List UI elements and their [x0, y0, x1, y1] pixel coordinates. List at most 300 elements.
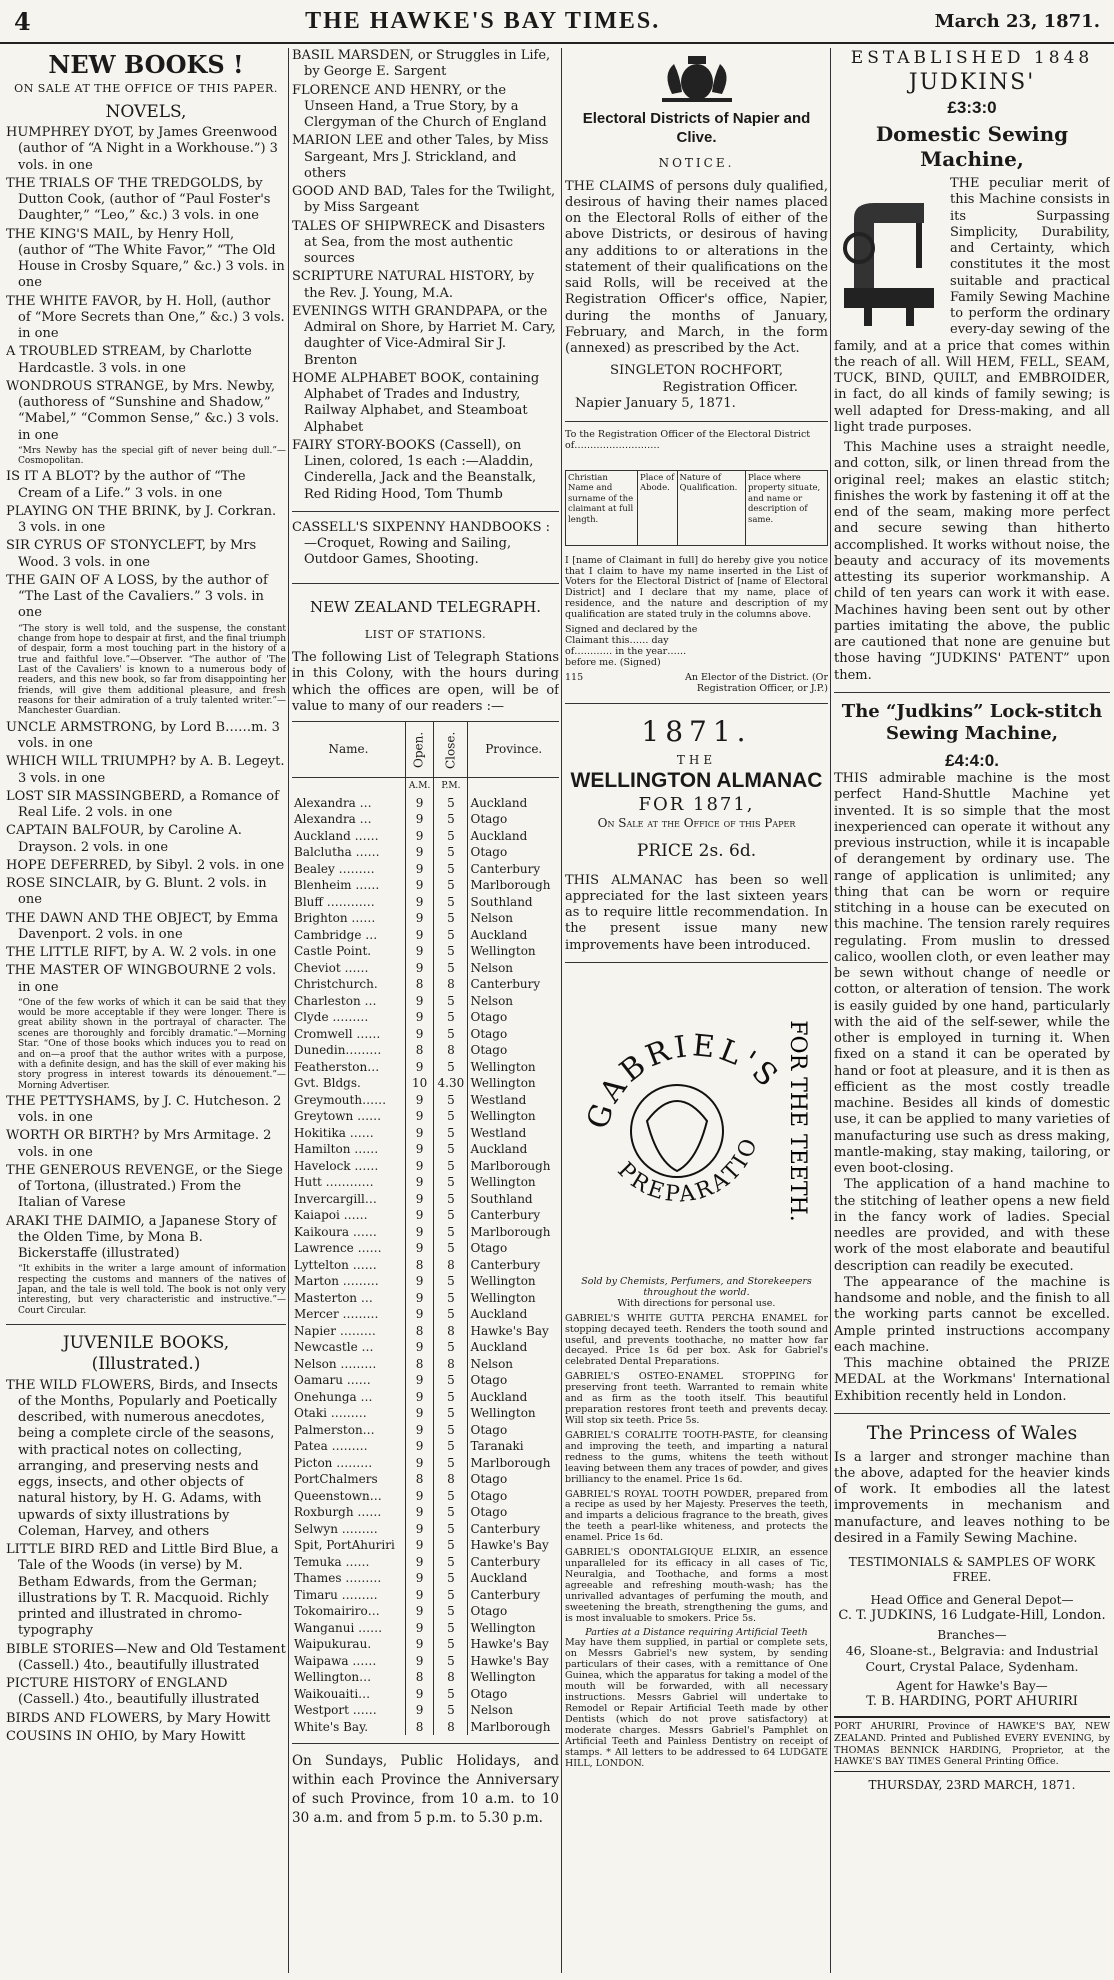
station-name: Kaiapoi …… [294, 1208, 368, 1222]
book-entry: THE KING'S MAIL, by Henry Holl, (author of “The White Favor,” “The Old House in Crosby Square,” &c.) 3 vols. in one [6, 226, 285, 291]
station-name: Patea ……… [294, 1439, 368, 1453]
gabriel-product: GABRIEL'S WHITE GUTTA PERCHA ENAMEL for stopping decayed teeth. Renders the tooth sound and useful, and prevents toothache, no matter how far decayed. Price 1s 6d per box. Ask for Gabriel's celebrated Dental Preparations. [565, 1312, 828, 1368]
novel-list [6, 720, 286, 996]
close-hour: 5 [434, 960, 468, 977]
province: Wellington [468, 1273, 559, 1290]
province: Canterbury [468, 1587, 559, 1604]
station-row [292, 1488, 559, 1505]
close-hour: 8 [434, 1471, 468, 1488]
station-name: Thames ……… [294, 1571, 382, 1585]
close-hour: 5 [434, 1405, 468, 1422]
station-name: Napier ……… [294, 1323, 376, 1338]
station-row [292, 1009, 559, 1026]
province: Otago [468, 1372, 559, 1389]
station-row [292, 1653, 559, 1670]
open-hour: 9 [405, 861, 433, 878]
address-branches: 46, Sloane-st., Belgravia: and Industrial Court, Crystal Palace, Sydenham. [845, 1643, 1099, 1674]
open-hour: 8 [405, 1356, 433, 1373]
domestic-machine-title: Domestic Sewing Machine, [875, 122, 1069, 171]
notice-date: Napier January 5, 1871. [575, 396, 736, 412]
almanac-the: THE [676, 752, 717, 767]
province: Taranaki [468, 1438, 559, 1455]
open-hour: 8 [405, 1257, 433, 1274]
testimonials: TESTIMONIALS & SAMPLES OF WORK FREE. [848, 1555, 1096, 1584]
station-row [292, 1570, 559, 1587]
station-name: Queenstown… [294, 1488, 382, 1503]
telegraph-sub: LIST OF STATIONS. [364, 628, 487, 642]
open-hour: 9 [405, 844, 433, 861]
province: Otago [468, 844, 559, 861]
almanac-sale: On Sale at the Office of this Paper [597, 816, 796, 831]
station-name: Gvt. Bldgs. [294, 1076, 361, 1090]
book-entry: THE LITTLE RIFT, by A. W. 2 vols. in one [6, 945, 277, 961]
book-entry: SCRIPTURE NATURAL HISTORY, by the Rev. J. Young, M.A. [292, 269, 535, 301]
open-hour: 9 [405, 1405, 433, 1422]
station-name: Wanganui …… [294, 1620, 383, 1635]
close-hour: 5 [434, 1653, 468, 1670]
open-hour: 9 [405, 1207, 433, 1224]
station-name: Waipukurau. [294, 1637, 372, 1651]
close-hour: 8 [434, 1042, 468, 1059]
open-hour: 9 [405, 894, 433, 911]
review-quote: “The story is well told, and the suspense, the constant change from hope to despair at first, and the final triumph of despair, form a most touching part in the history of a true and faithful love.”—Observer. “The author of 'The Last of the Cavaliers' is known to a numerous body of readers, and this new book, so far from disappointing her friends, will give them additional pleasure, and fresh reasons for their admiration of a truly talented writer.”—Manchester Guardian. [18, 623, 286, 717]
close-hour: 5 [434, 877, 468, 894]
close-hour: 5 [434, 1207, 468, 1224]
province: Auckland [468, 1389, 559, 1406]
station-row [292, 1290, 559, 1307]
province: Auckland [468, 927, 559, 944]
province: Wellington [468, 1405, 559, 1422]
station-name: Greytown …… [294, 1109, 382, 1123]
province: Marlborough [468, 877, 559, 894]
station-row [292, 894, 559, 911]
branches: Branches— [937, 1628, 1007, 1643]
book-entry: BASIL MARSDEN, or Struggles in Life, by George E. Sargent [292, 48, 551, 80]
open-hour: 9 [405, 1026, 433, 1043]
station-row [292, 1554, 559, 1571]
final-date: THURSDAY, 23RD MARCH, 1871. [868, 1778, 1076, 1793]
station-row [292, 1141, 559, 1158]
province: Southland [468, 894, 559, 911]
open-hour: 9 [405, 811, 433, 828]
province: Otago [468, 1488, 559, 1505]
station-row [292, 960, 559, 977]
close-hour: 5 [434, 1603, 468, 1620]
notice-heading: NOTICE. [658, 155, 735, 170]
form-signed: Signed and declared by the Claimant this…… day of………… in the year…… before me. (Signed) [565, 624, 698, 668]
close-hour: 5 [434, 1092, 468, 1109]
province: Auckland [468, 828, 559, 845]
open-hour: 9 [405, 1686, 433, 1703]
close-hour: 5 [434, 1686, 468, 1703]
station-name: Waikouaiti… [294, 1686, 371, 1701]
column-sewing [834, 48, 1110, 1978]
almanac-price: PRICE 2s. 6d. [636, 841, 757, 862]
sewing-machine-icon [834, 178, 944, 328]
station-name: Alexandra … [294, 795, 372, 810]
new-books-sub: ON SALE AT THE OFFICE OF THIS PAPER. [14, 82, 278, 95]
price-3-3-0: £3:3:0 [947, 97, 997, 117]
col-open: Open. [405, 722, 433, 778]
station-name: Temuka …… [294, 1554, 370, 1569]
book-entry: A TROUBLED STREAM, by Charlotte Hardcastle. 3 vols. in one [6, 344, 252, 376]
station-row [292, 1240, 559, 1257]
station-name: Lyttelton …… [294, 1257, 377, 1272]
province: Wellington [468, 1108, 559, 1125]
gabriel-product: GABRIEL'S ROYAL TOOTH POWDER, prepared from a recipe as used by her Majesty. Preserves the teeth, and imparts a delicious fragrance to the breath, gives the teeth a pearl-like whiteness, and protects the enamel. Price 1s 6d. [565, 1488, 828, 1544]
province: Marlborough [468, 1719, 559, 1736]
station-name: Selwyn ……… [294, 1521, 378, 1536]
close-hour: 5 [434, 1059, 468, 1076]
province: Auckland [468, 1570, 559, 1587]
book-entry: SIR CYRUS OF STONYCLEFT, by Mrs Wood. 3 vols. in one [6, 538, 257, 570]
station-row [292, 1702, 559, 1719]
open-hour: 9 [405, 1389, 433, 1406]
province: Otago [468, 1686, 559, 1703]
station-row [292, 1092, 559, 1109]
open-hour: 9 [405, 1191, 433, 1208]
close-hour: 5 [434, 1521, 468, 1538]
princess-body: Is a larger and stronger machine than the above, adapted for the heavier kinds of work. It embodies all the latest improvements in mechanism and manufacture, and leaves nothing to be desired in a Family Sewing Machine. [834, 1449, 1110, 1546]
close-hour: 5 [434, 861, 468, 878]
juvenile-heading: JUVENILE BOOKS, (Illustrated.) [62, 1333, 230, 1375]
open-hour: 9 [405, 1702, 433, 1719]
masthead [0, 0, 1114, 44]
province: Auckland [468, 1306, 559, 1323]
province: Otago [468, 811, 559, 828]
open-hour: 9 [405, 1158, 433, 1175]
station-row [292, 1537, 559, 1554]
station-row [292, 1257, 559, 1274]
review-quote: “It exhibits in the writer a large amount of information respecting the customs and manners of the natives of Japan, and the tale is well told. The book is not only very interesting, but very characteristic and instructive.”—Court Circular. [18, 1264, 286, 1316]
station-row [292, 927, 559, 944]
close-hour: 8 [434, 1669, 468, 1686]
province: Hawke's Bay [468, 1653, 559, 1670]
station-name: Havelock …… [294, 1158, 379, 1173]
station-row [292, 1422, 559, 1439]
gabriel-product: GABRIEL'S CORALITE TOOTH-PASTE, for cleansing and improving the teeth, and imparting a natural redness to the gums, whitens the teeth without leaving between them any traces of powder, and gives brilliancy to the enamel. Price 1s 6d. [565, 1429, 828, 1485]
station-name: Palmerston… [294, 1422, 375, 1437]
close-hour: 5 [434, 1702, 468, 1719]
station-row [292, 1191, 559, 1208]
station-row [292, 993, 559, 1010]
form-number: 115 [565, 671, 584, 683]
col-province: Province. [468, 722, 559, 778]
book-entry: BIRDS AND FLOWERS, by Mary Howitt [6, 1710, 271, 1726]
station-row [292, 976, 559, 993]
book-entry: CAPTAIN BALFOUR, by Caroline A. Drayson. 2 vols. in one [6, 823, 242, 855]
station-row [292, 1339, 559, 1356]
station-row [292, 1471, 559, 1488]
form-col: Place of Abode. [637, 470, 677, 545]
province: Auckland [468, 795, 559, 812]
province: Wellington [468, 1290, 559, 1307]
agent-label: Agent for Hawke's Bay— [896, 1678, 1048, 1693]
open-hour: 9 [405, 1306, 433, 1323]
close-hour: 5 [434, 1224, 468, 1241]
station-row [292, 943, 559, 960]
station-name: Onehunga … [294, 1389, 373, 1404]
station-row [292, 828, 559, 845]
lockstitch-title: The “Judkins” Lock-stitch Sewing Machine, [841, 700, 1103, 745]
close-hour: 5 [434, 1488, 468, 1505]
open-hour: 10 [405, 1075, 433, 1092]
station-name: Spit, PortAhuriri [294, 1538, 395, 1552]
book-entry: THE GENEROUS REVENGE, or the Siege of Tortona, (illustrated.) From the Italian of Varese [6, 1162, 283, 1211]
station-name: Cheviot …… [294, 960, 369, 975]
province: Otago [468, 1603, 559, 1620]
form-to: To the Registration Officer of the Electoral District of……………………… [565, 428, 811, 451]
novel-list [6, 125, 286, 444]
province: Westland [468, 1092, 559, 1109]
province: Wellington [468, 1174, 559, 1191]
open-hour: 9 [405, 1339, 433, 1356]
province: Canterbury [468, 1257, 559, 1274]
province: Auckland [468, 1141, 559, 1158]
close-hour: 5 [434, 1422, 468, 1439]
province: Otago [468, 1042, 559, 1059]
book-entry: GOOD AND BAD, Tales for the Twilight, by Miss Sargeant [292, 184, 556, 216]
open-hour: 9 [405, 795, 433, 812]
open-hour: 9 [405, 1273, 433, 1290]
station-row [292, 1042, 559, 1059]
station-name: Christchurch. [294, 977, 378, 991]
close-hour: 5 [434, 1587, 468, 1604]
issue-date: March 23, 1871. [934, 10, 1100, 32]
book-entry: LITTLE BIRD RED and Little Bird Blue, a Tale of the Woods (in verse) by M. Betham Edwards, from the German; illustrations by T. R. Macquoid. Richly printed and illustrated in chromo-typography [6, 1542, 279, 1639]
gabriel-directions: With directions for personal use. [617, 1297, 776, 1309]
book-entry: THE PETTYSHAMS, by J. C. Hutcheson. 2 vols. in one [6, 1093, 282, 1126]
close-hour: 5 [434, 1009, 468, 1026]
notice-signer-title: Registration Officer. [662, 379, 798, 395]
gabriel-prep-text: PREPARATIO [611, 1132, 764, 1208]
station-row [292, 795, 559, 812]
station-name: PortChalmers [294, 1472, 378, 1486]
station-name: Newcastle … [294, 1340, 374, 1354]
book-entry: WONDROUS STRANGE, by Mrs. Newby, (authoress of “Sunshine and Shadow,” “Mabel,” “Common Sense,” &c.) 3 vols. in one [6, 378, 280, 443]
book-entry: COUSINS IN OHIO, by Mary Howitt [6, 1728, 246, 1744]
col-close: Close. [434, 722, 468, 778]
novel-list [6, 469, 286, 621]
province: Marlborough [468, 1158, 559, 1175]
book-entry: HUMPHREY DYOT, by James Greenwood (author of “A Night in a Workhouse.”) 3 vols. in one [6, 125, 278, 173]
station-name: Balclutha …… [294, 845, 380, 859]
page-number: 4 [14, 6, 31, 36]
station-row [292, 1125, 559, 1142]
province: Hawke's Bay [468, 1636, 559, 1653]
province: Wellington [468, 1669, 559, 1686]
province: Nelson [468, 1702, 559, 1719]
head-office: Head Office and General Depot— [870, 1593, 1074, 1607]
lockstitch-body-4: This machine obtained the PRIZE MEDAL at the Workmans' International Exhibition recently held in London. [834, 1356, 1110, 1404]
open-hour: 9 [405, 910, 433, 927]
province: Canterbury [468, 976, 559, 993]
open-hour: 9 [405, 1620, 433, 1637]
close-hour: 5 [434, 844, 468, 861]
station-row [292, 1356, 559, 1373]
form-col: Place where property situate, and name or description of same. [745, 470, 827, 545]
electoral-title: Electoral Districts of Napier and Clive. [582, 110, 811, 146]
close-hour: 8 [434, 1356, 468, 1373]
open-hour: 9 [405, 1141, 433, 1158]
province: Nelson [468, 960, 559, 977]
province: Hawke's Bay [468, 1323, 559, 1340]
station-name: Oamaru …… [294, 1373, 371, 1387]
station-row [292, 1273, 559, 1290]
close-hour: 5 [434, 1389, 468, 1406]
station-name: Invercargill… [294, 1191, 377, 1206]
open-hour: 9 [405, 1603, 433, 1620]
close-hour: 5 [434, 1240, 468, 1257]
close-hour: 8 [434, 976, 468, 993]
station-name: Bluff ………… [294, 894, 375, 909]
close-hour: 8 [434, 1719, 468, 1736]
station-name: Greymouth…… [294, 1092, 387, 1107]
book-entry: ARAKI THE DAIMIO, a Japanese Story of the Olden Time, by Mona B. Bickerstaffe (illustrated) [6, 1213, 277, 1262]
station-name: Bealey ……… [294, 861, 375, 876]
close-hour: 5 [434, 1125, 468, 1142]
open-hour: 9 [405, 960, 433, 977]
station-row [292, 1719, 559, 1736]
station-row [292, 844, 559, 861]
princess-title: The Princess of Wales [866, 1421, 1078, 1444]
judkins-heading: JUDKINS' [908, 70, 1036, 96]
station-name: Kaikoura …… [294, 1224, 377, 1239]
station-name: Auckland …… [294, 828, 379, 843]
close-hour: 5 [434, 1108, 468, 1125]
station-row [292, 1405, 559, 1422]
province: Hawke's Bay [468, 1537, 559, 1554]
station-name: Clyde ……… [294, 1010, 369, 1024]
domestic-body-2: This Machine uses a straight needle, and cotton, silk, or linen thread from the original reel; makes an elastic stitch; finishes the work by fastening it off at the end of the seam, making more perfect and secure sewing than hitherto accomplished. It works without noise, the beauty and accuracy of its movements attesting its superior workmanship. A child of ten years can work it with ease. Machines having been sent out by other parties imitating the above, the public are cautioned that none are genuine but those having “JUDKINS' PATENT” upon them. [834, 440, 1110, 683]
station-row [292, 877, 559, 894]
station-name: Hokitika …… [294, 1125, 374, 1140]
province: Canterbury [468, 1207, 559, 1224]
station-row [292, 1372, 559, 1389]
gabriel-final: May have them supplied, in partial or complete sets, on Messrs Gabriel's new system, by sending particulars of their cases, with a remittance of One Guinea, which the apparatus for taking a model of the mouth will be forwarded, with all necessary instructions. Messrs Gabriel will undertake to Remodel or Repair Artificial Teeth made by other Dentists (which do not prove satisfactory) at moderate charges. Messrs Gabriel's Pamphlet on Artificial Teeth and Painless Dentistry on receipt of stamps. * All letters to be addressed to 64 LUDGATE HILL, LONDON. [565, 1637, 828, 1769]
station-row [292, 1620, 559, 1637]
station-row [292, 1075, 559, 1092]
station-name: Hamilton …… [294, 1142, 379, 1156]
open-hour: 9 [405, 1224, 433, 1241]
column-books [6, 48, 286, 1978]
open-hour: 8 [405, 1323, 433, 1340]
station-row [292, 1026, 559, 1043]
close-hour: 8 [434, 1323, 468, 1340]
open-hour: 9 [405, 1504, 433, 1521]
close-hour: 5 [434, 1174, 468, 1191]
station-row [292, 1323, 559, 1340]
station-row [292, 1207, 559, 1224]
almanac-for: FOR 1871, [638, 793, 755, 815]
column-telegraph [292, 48, 559, 1978]
book-entry: IS IT A BLOT? by the author of “The Cream of a Life.” 3 vols. in one [6, 469, 246, 501]
province: Marlborough [468, 1455, 559, 1472]
open-hour: 9 [405, 1240, 433, 1257]
newspaper-title: THE HAWKE'S BAY TIMES. [305, 7, 661, 34]
station-name: Cromwell …… [294, 1026, 381, 1041]
station-row [292, 1059, 559, 1076]
open-hour: 8 [405, 1669, 433, 1686]
station-row [292, 1306, 559, 1323]
province: Nelson [468, 993, 559, 1010]
province: Westland [468, 1125, 559, 1142]
form-elector: An Elector of the District. (Or Registration Officer, or J.P.) [685, 671, 828, 694]
open-hour: 8 [405, 1471, 433, 1488]
review-quote: “One of the few works of which it can be said that they would be more acceptable if they were longer. There is great ability shown in the portrayal of character. The scenes are thoroughly and forcibly dramatic.”—Morning Star. “One of those books which induces you to read on and on—a proof that the author writes with a purpose, with a definite design, and has the skill of ever making his story progress in interest towards its dénouement.”—Morning Advertiser. [18, 997, 286, 1091]
station-name: Nelson ……… [294, 1356, 377, 1371]
station-row [292, 1521, 559, 1538]
close-hour: 5 [434, 910, 468, 927]
open-hour: 9 [405, 1059, 433, 1076]
address-london: C. T. JUDKINS, 16 Ludgate-Hill, London. [838, 1608, 1106, 1623]
close-hour: 5 [434, 1141, 468, 1158]
am-label: A.M. [405, 778, 433, 795]
open-hour: 9 [405, 993, 433, 1010]
station-name: Featherston… [294, 1059, 380, 1074]
book-entry: FLORENCE AND HENRY, or the Unseen Hand, a True Story, by a Clergyman of the Church of England [292, 82, 547, 130]
province: Wellington [468, 943, 559, 960]
province: Southland [468, 1191, 559, 1208]
station-name: Lawrence …… [294, 1241, 382, 1255]
station-name: Waipawa …… [294, 1653, 377, 1668]
close-hour: 4.30 [434, 1075, 468, 1092]
station-name: Westport …… [294, 1703, 377, 1717]
open-hour: 9 [405, 927, 433, 944]
station-name: Marton ……… [294, 1274, 379, 1288]
notice-signer: SINGLETON ROCHFORT, [609, 363, 784, 379]
novel-note: “Mrs Newby has the special gift of never being dull.”—Cosmopolitan. [18, 445, 286, 467]
gabriel-product: GABRIEL'S OSTEO-ENAMEL STOPPING for preserving front teeth. Warranted to remain white and as firm as the tooth itself. This beautiful preparation restores front teeth and prevents decay. Will stop six teeth. Price 5s. [565, 1371, 828, 1426]
province: Wellington [468, 1059, 559, 1076]
novels-heading: NOVELS, [105, 101, 187, 122]
close-hour: 5 [434, 1504, 468, 1521]
gabriel-side-text: FOR THE TEETH. [784, 1020, 810, 1222]
station-name: Picton ……… [294, 1455, 373, 1470]
open-hour: 9 [405, 1488, 433, 1505]
station-row [292, 1636, 559, 1653]
province: Otago [468, 1504, 559, 1521]
station-row [292, 1108, 559, 1125]
column-rule [830, 48, 831, 1973]
station-row [292, 811, 559, 828]
province: Otago [468, 1009, 559, 1026]
province: Canterbury [468, 861, 559, 878]
station-name: Dunedin……… [294, 1043, 382, 1057]
station-name: Tokomairiro… [294, 1604, 380, 1618]
agent-name: T. B. HARDING, PORT AHURIRI [866, 1693, 1078, 1709]
almanac-body: THIS ALMANAC has been so well appreciated for the last sixteen years as to require little recommendation. In the present issue many new improvements have been introduced. [565, 872, 828, 953]
book-entry: BIBLE STORIES—New and Old Testament (Cassell.) 4to., beautifully illustrated [6, 1641, 286, 1673]
station-name: Blenheim …… [294, 878, 380, 892]
station-row [292, 1455, 559, 1472]
close-hour: 5 [434, 1158, 468, 1175]
book-entry: WHICH WILL TRIUMPH? by A. B. Legeyt. 3 vols. in one [6, 754, 285, 786]
province: Otago [468, 1026, 559, 1043]
station-name: Roxburgh …… [294, 1505, 382, 1519]
station-name: Cambridge … [294, 927, 378, 942]
telegraph-footer: On Sundays, Public Holidays, and within each Province the Anniversary of such Province, from 10 a.m. to 10 30 a.m. and from 5 p.m. to 5.30 p.m. [292, 1753, 559, 1826]
form-claim: I [name of Claimant in full] do hereby give you notice that I claim to have my name inserted in the List of Voters for the Electoral District of [name of Electoral District] and I declare that my name, place of residence, and the nature and description of my qualification are stated truly in the columns above. [565, 554, 828, 621]
station-table [292, 721, 559, 1735]
close-hour: 5 [434, 894, 468, 911]
station-row [292, 910, 559, 927]
station-name: Otaki ……… [294, 1406, 367, 1420]
gabriel-product: GABRIEL'S ODONTALGIQUE ELIXIR, an essence unparalleled for its efficacy in all cases of Tic, Neuralgia, and Toothache, and forms a most agreeable and refreshing mouth-wash; has the unrivalled advantages of perfuming the mouth, and sweetening the breath, strengthening the gums, and is most invaluable to smokers. Price 5s. [565, 1547, 828, 1624]
col-name: Name. [292, 722, 405, 778]
close-hour: 5 [434, 1339, 468, 1356]
station-name: Brighton …… [294, 911, 376, 925]
